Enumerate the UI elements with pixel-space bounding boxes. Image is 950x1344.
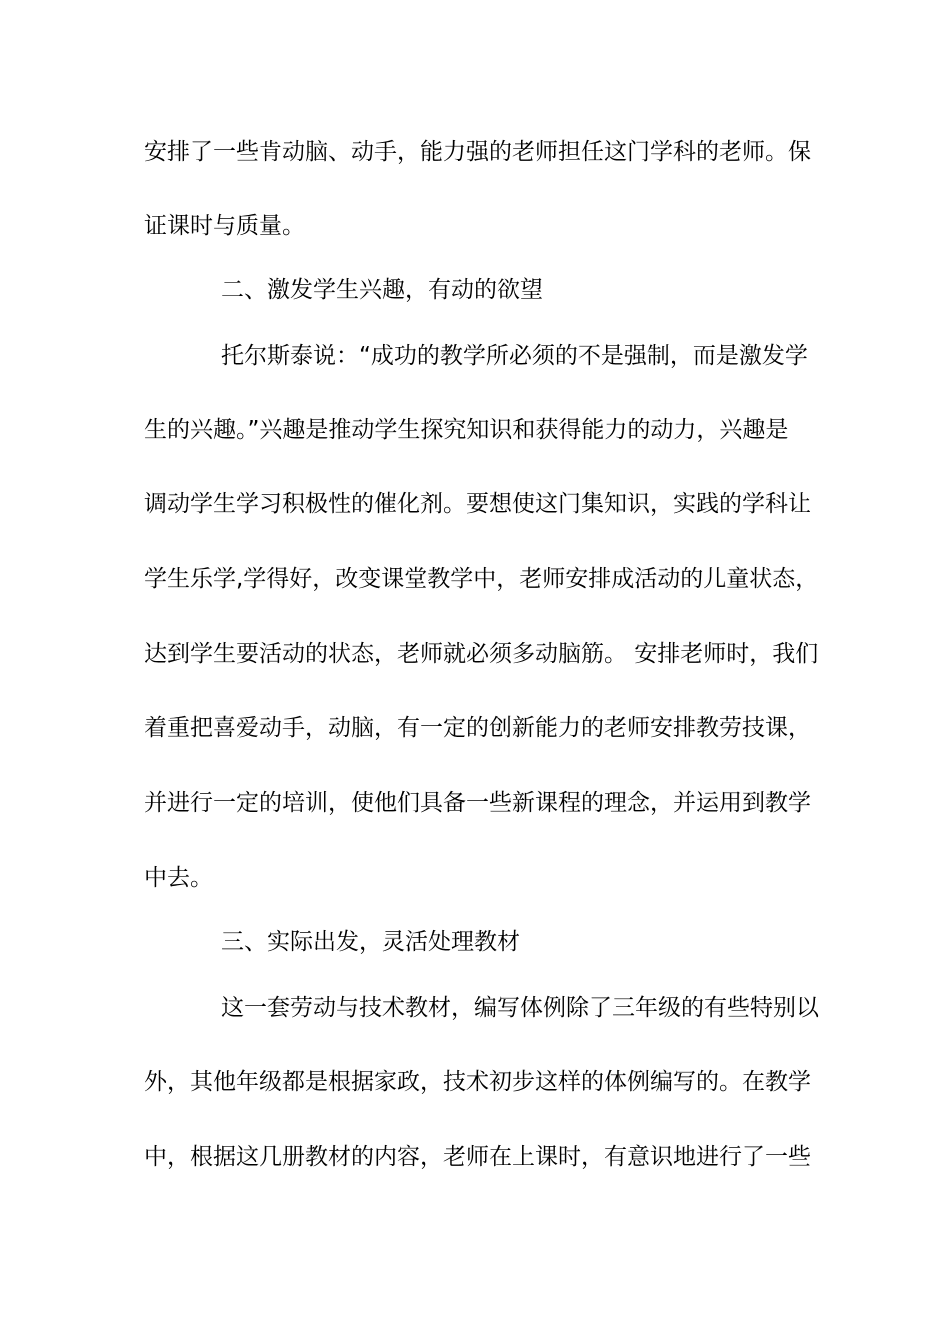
text-line: 中去。 [144, 865, 213, 891]
text-line: 托尔斯泰说：“成功的教学所必须的不是强制，而是激发学 [221, 343, 808, 369]
text-line: 达到学生要活动的状态，老师就必须多动脑筋。 安排老师时，我们 [144, 641, 819, 667]
text-line: 并进行一定的培训，使他们具备一些新课程的理念，并运用到教学 [144, 790, 811, 816]
text-line: 生的兴趣。”兴趣是推动学生探究知识和获得能力的动力，兴趣是 [144, 417, 789, 443]
text-line: 学生乐学,学得好，改变课堂教学中，老师安排成活动的儿童状态， [144, 566, 819, 592]
text-line: 这一套劳动与技术教材，编写体例除了三年级的有些特别以 [221, 995, 819, 1021]
text-line: 着重把喜爱动手，动脑，有一定的创新能力的老师安排教劳技课， [144, 715, 811, 741]
section-heading: 三、实际出发，灵活处理教材 [221, 929, 520, 955]
text-line: 中，根据这几册教材的内容，老师在上课时，有意识地进行了一些 [144, 1144, 811, 1170]
section-heading: 二、激发学生兴趣，有动的欲望 [221, 277, 543, 303]
text-line: 外，其他年级都是根据家政，技术初步这样的体例编写的。在教学 [144, 1069, 811, 1095]
text-line: 证课时与质量。 [144, 213, 305, 239]
text-line: 调动学生学习积极性的催化剂。要想使这门集知识，实践的学科让 [144, 491, 811, 517]
text-line: 安排了一些肯动脑、动手，能力强的老师担任这门学科的老师。保 [144, 139, 811, 165]
